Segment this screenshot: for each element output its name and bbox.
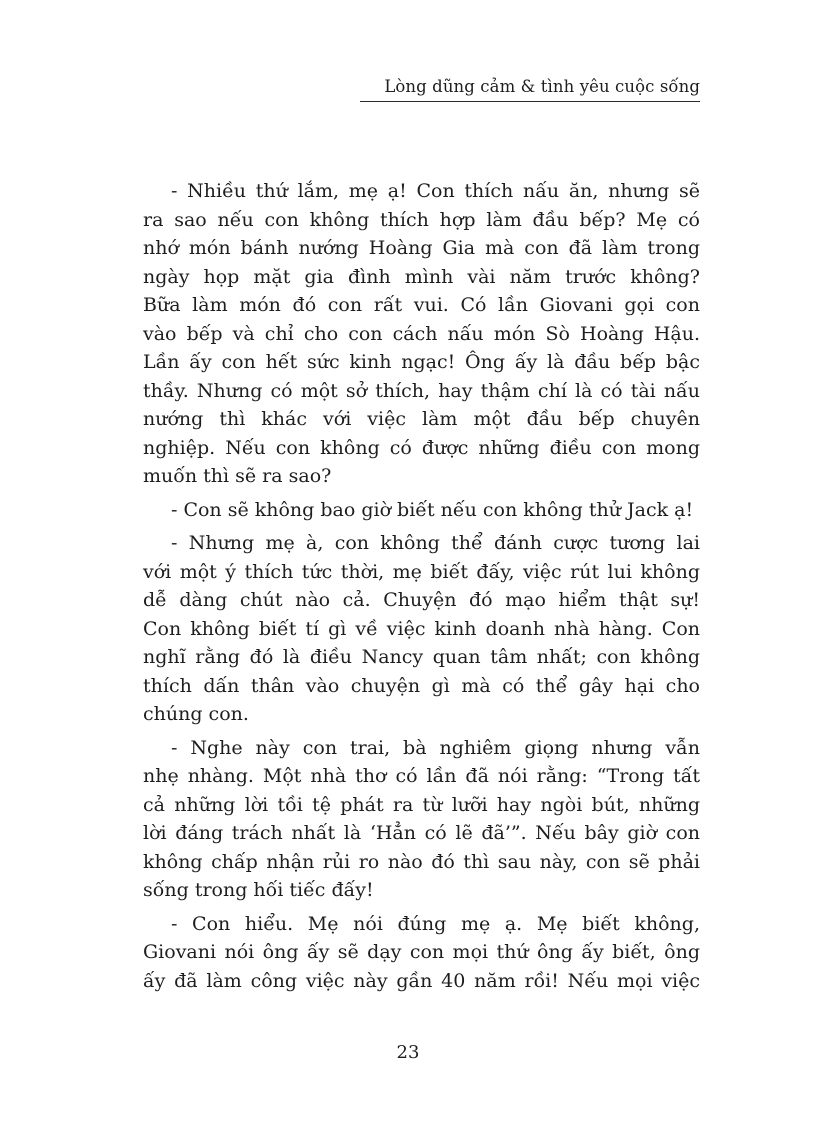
- text-line: chúng con.: [143, 703, 249, 725]
- text-line: Bữa làm món đó con rất vui. Có lần Giovani gọi con: [143, 294, 700, 316]
- paragraph: [143, 734, 700, 905]
- text-line: ấy đã làm công việc này gần 40 năm rồi! Nếu mọi việc: [143, 969, 700, 992]
- text-line: thầy. Nhưng có một sở thích, hay thậm chí là có tài nấu: [143, 379, 700, 402]
- page-number: 23: [396, 1042, 420, 1063]
- running-header: Lòng dũng cảm & tình yêu cuộc sống: [360, 76, 700, 102]
- text-line: nghiệp. Nếu con không có được những điều con mong: [143, 436, 700, 459]
- text-line: nhớ món bánh nướng Hoàng Gia mà con đã làm trong: [143, 237, 700, 259]
- text-line: Giovani nói ông ấy sẽ dạy con mọi thứ ông ấy biết, ông: [143, 941, 700, 963]
- paragraph: [143, 496, 700, 525]
- text-line: ra sao nếu con không thích hợp làm đầu bếp? Mẹ có: [143, 208, 700, 231]
- text-line: - Con sẽ không bao giờ biết nếu con không thử Jack ạ!: [171, 498, 694, 521]
- text-line: sống trong hối tiếc đấy!: [143, 879, 374, 901]
- body-text: [143, 177, 700, 1000]
- paragraph: [143, 177, 700, 491]
- text-line: cả những lời tồi tệ phát ra từ lưỡi hay ngòi bút, những: [143, 793, 700, 816]
- text-line: vào bếp và chỉ cho con cách nấu món Sò Hoàng Hậu.: [143, 322, 700, 345]
- text-line: - Con hiểu. Mẹ nói đúng mẹ ạ. Mẹ biết không,: [171, 912, 700, 935]
- text-line: - Nhiều thứ lắm, mẹ ạ! Con thích nấu ăn, nhưng sẽ: [171, 180, 700, 202]
- text-line: - Nhưng mẹ à, con không thể đánh cược tương lai: [171, 532, 700, 554]
- text-line: - Nghe này con trai, bà nghiêm giọng nhưng vẫn: [171, 736, 700, 759]
- text-line: nhẹ nhàng. Một nhà thơ có lần đã nói rằng: “Trong tất: [143, 765, 700, 787]
- text-line: với một ý thích tức thời, mẹ biết đấy, việc rút lui không: [143, 560, 700, 583]
- text-line: Lần ấy con hết sức kinh ngạc! Ông ấy là đầu bếp bậc: [143, 351, 700, 373]
- text-line: ngày họp mặt gia đình mình vài năm trước không?: [143, 265, 700, 288]
- text-line: thích dấn thân vào chuyện gì mà có thể gây hại cho: [143, 674, 700, 697]
- text-line: nghĩ rằng đó là điều Nancy quan tâm nhất; con không: [143, 646, 700, 668]
- paragraph: [143, 529, 700, 729]
- text-line: lời đáng trách nhất là ‘Hẳn có lẽ đã’”. Nếu bây giờ con: [143, 822, 700, 844]
- text-line: Con không biết tí gì về việc kinh doanh nhà hàng. Con: [143, 617, 700, 640]
- text-line: không chấp nhận rủi ro nào đó thì sau này, con sẽ phải: [143, 850, 700, 873]
- text-line: muốn thì sẽ ra sao?: [143, 465, 332, 487]
- text-line: dễ dàng chút nào cả. Chuyện đó mạo hiểm thật sự!: [143, 589, 700, 611]
- paragraph: [143, 910, 700, 996]
- text-line: nướng thì khác với việc làm một đầu bếp chuyên: [143, 408, 700, 430]
